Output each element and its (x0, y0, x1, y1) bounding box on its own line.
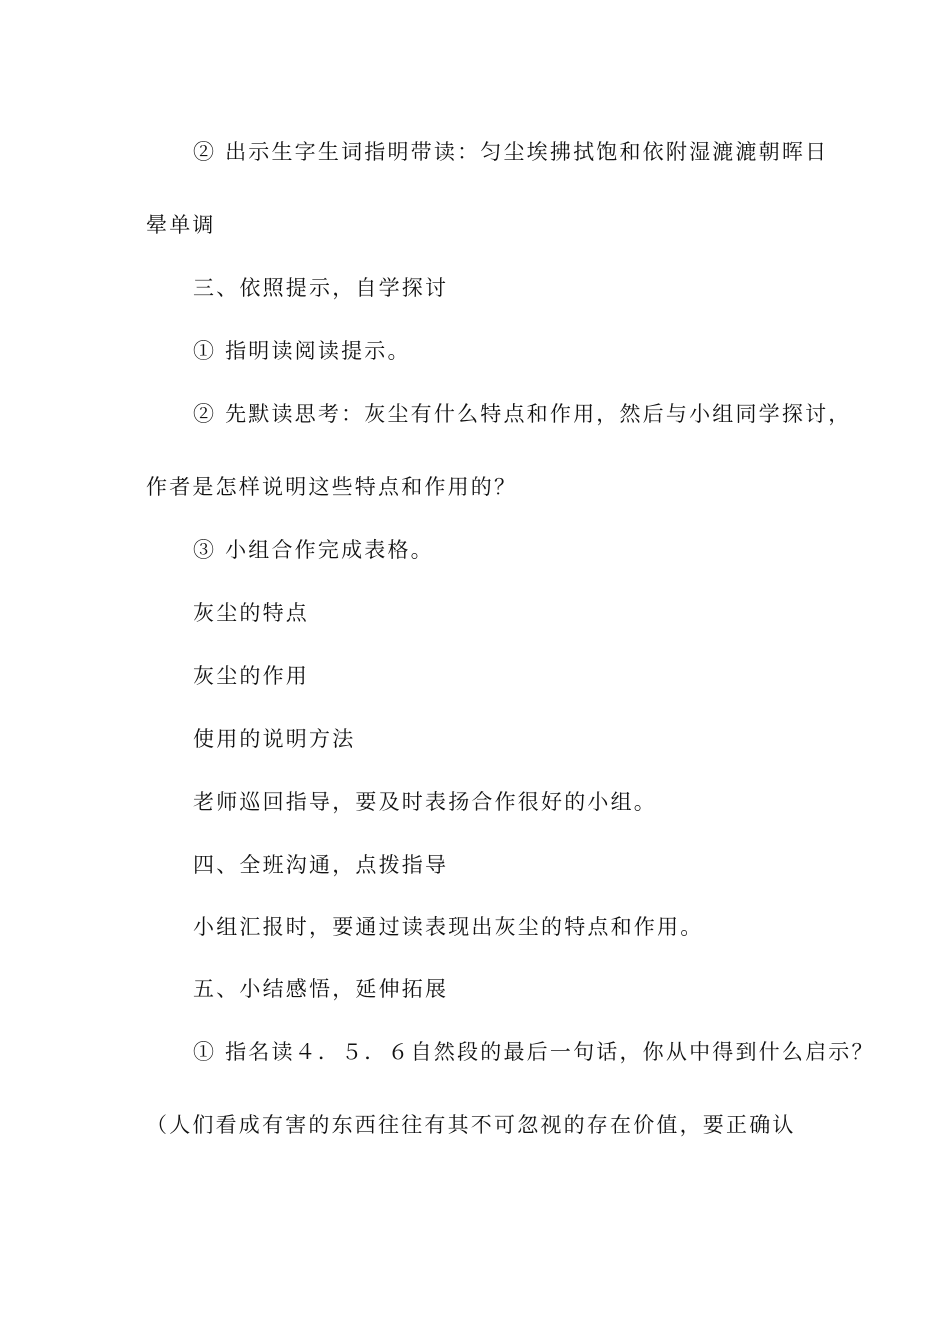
section-heading: 三、依照提示，自学探讨 (193, 276, 449, 300)
paragraph-line: ② 先默读思考：灰尘有什么特点和作用，然后与小组同学探讨， (193, 402, 852, 426)
paragraph-line: ③ 小组合作完成表格。 (193, 538, 434, 562)
paragraph-line: ① 指名读４．５．６自然段的最后一句话，你从中得到什么启示？ (193, 1040, 875, 1064)
paragraph-line: 作者是怎样说明这些特点和作用的？ (146, 475, 518, 499)
paragraph-line: 老师巡回指导，要及时表扬合作很好的小组。 (193, 790, 657, 814)
section-heading: 四、全班沟通，点拨指导 (193, 853, 449, 877)
paragraph-line: （人们看成有害的东西往往有其不可忽视的存在价值，要正确认 (146, 1113, 796, 1137)
paragraph-line: ① 指明读阅读提示。 (193, 339, 411, 363)
section-heading: 五、小结感悟，延伸拓展 (193, 977, 449, 1001)
table-item: 灰尘的作用 (193, 664, 309, 688)
table-item: 使用的说明方法 (193, 727, 356, 751)
paragraph-line: 晕单调 (146, 213, 216, 237)
paragraph-line: 小组汇报时，要通过读表现出灰尘的特点和作用。 (193, 915, 704, 939)
paragraph-line: ② 出示生字生词指明带读：匀尘埃拂拭饱和依附湿漉漉朝晖日 (193, 140, 829, 164)
table-item: 灰尘的特点 (193, 601, 309, 625)
